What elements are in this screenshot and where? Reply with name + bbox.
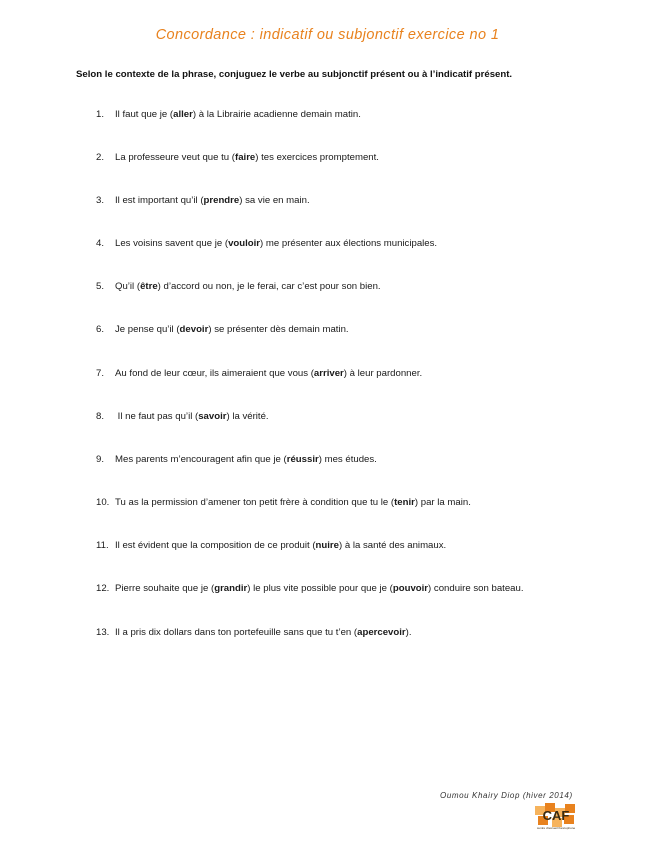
- exercise-number: 10.: [96, 497, 110, 508]
- exercise-text: Qu’il (: [115, 281, 141, 292]
- exercise-text: ) la vérité.: [226, 411, 269, 422]
- exercise-item: [96, 454, 377, 465]
- exercise-item: [96, 411, 269, 422]
- exercise-text: ) par la main.: [414, 497, 471, 508]
- exercise-number: 9.: [96, 454, 105, 465]
- exercise-item: [96, 195, 310, 206]
- exercise-verb: réussir: [286, 454, 319, 465]
- exercise-text: ) mes études.: [318, 454, 377, 465]
- exercise-text: ).: [405, 627, 412, 638]
- exercise-text: ) à la Librairie acadienne demain matin.: [192, 109, 361, 120]
- exercise-text: Tu as la permission d’amener ton petit frère à condition que tu le (: [115, 497, 395, 508]
- exercise-text: La professeure veut que tu (: [115, 152, 235, 163]
- exercise-text: Les voisins savent que je (: [115, 238, 229, 249]
- exercise-text: ) le plus vite possible pour que je (: [247, 583, 393, 594]
- exercise-number: 12.: [96, 583, 110, 594]
- exercise-verb: devoir: [179, 324, 209, 335]
- exercise-number: 6.: [96, 324, 105, 335]
- exercise-text: Il est évident que la composition de ce produit (: [115, 540, 316, 551]
- exercise-item: [96, 583, 524, 594]
- exercise-verb: être: [140, 281, 158, 292]
- author-credit: Oumou Khairy Diop (hiver 2014): [440, 791, 573, 800]
- exercise-number: 8.: [96, 411, 105, 422]
- exercise-verb: savoir: [198, 411, 227, 422]
- exercise-text: Je pense qu’il (: [115, 324, 180, 335]
- exercise-text: ) sa vie en main.: [239, 195, 310, 206]
- exercise-item: [96, 281, 381, 292]
- exercise-text: Pierre souhaite que je (: [115, 583, 215, 594]
- exercise-item: [96, 497, 471, 508]
- caf-logo: [532, 802, 580, 832]
- exercise-verb: aller: [173, 109, 193, 120]
- logo-text: CAF: [542, 808, 570, 823]
- exercise-number: 13.: [96, 627, 110, 638]
- exercise-text: ) me présenter aux élections municipales.: [260, 238, 438, 249]
- exercise-text: Au fond de leur cœur, ils aimeraient que vous (: [115, 368, 314, 379]
- exercise-verb: apercevoir: [357, 627, 406, 638]
- exercise-text: Il est important qu’il (: [115, 195, 204, 206]
- exercise-number: 7.: [96, 368, 105, 379]
- exercise-text: ) conduire son bateau.: [428, 583, 524, 594]
- exercise-text: Il a pris dix dollars dans ton portefeuille sans que tu t’en (: [115, 627, 358, 638]
- exercise-verb: grandir: [214, 583, 248, 594]
- exercise-text: ) se présenter dès demain matin.: [208, 324, 349, 335]
- exercise-item: [96, 324, 349, 335]
- exercise-item: [96, 152, 379, 163]
- exercise-text: ) à leur pardonner.: [343, 368, 423, 379]
- exercise-item: [96, 238, 437, 249]
- exercise-number: 4.: [96, 238, 105, 249]
- exercise-verb: vouloir: [228, 238, 261, 249]
- exercise-verb: arriver: [313, 368, 344, 379]
- exercise-verb: faire: [235, 152, 256, 163]
- page-title: Concordance : indicatif ou subjonctif exercice no 1: [155, 27, 500, 43]
- instructions: Selon le contexte de la phrase, conjuguez le verbe au subjonctif présent ou à l’indicatif présent.: [76, 69, 513, 80]
- exercise-text: Il faut que je (: [115, 109, 174, 120]
- exercise-text: ) d’accord ou non, je le ferai, car c’est pour son bien.: [157, 281, 381, 292]
- exercise-text: ) tes exercices promptement.: [255, 152, 379, 163]
- exercise-item: [96, 627, 412, 638]
- exercise-number: 11.: [96, 540, 109, 551]
- exercise-verb: pouvoir: [392, 583, 429, 594]
- exercise-text: ) à la santé des animaux.: [339, 540, 447, 551]
- exercise-item: [96, 540, 446, 551]
- caf-logo-graphic: [532, 802, 580, 832]
- logo-subtext: centre d'accueil francophone: [536, 826, 576, 830]
- exercise-number: 1.: [96, 109, 105, 120]
- exercise-number: 2.: [96, 152, 105, 163]
- exercise-item: [96, 109, 361, 120]
- exercise-text: Mes parents m’encouragent afin que je (: [115, 454, 287, 465]
- exercise-verb: prendre: [203, 195, 240, 206]
- exercise-number: 5.: [96, 281, 105, 292]
- exercise-number: 3.: [96, 195, 105, 206]
- exercise-item: [96, 368, 422, 379]
- exercise-verb: tenir: [394, 497, 415, 508]
- exercise-text: Il ne faut pas qu’il (: [115, 411, 199, 422]
- exercise-verb: nuire: [315, 540, 339, 551]
